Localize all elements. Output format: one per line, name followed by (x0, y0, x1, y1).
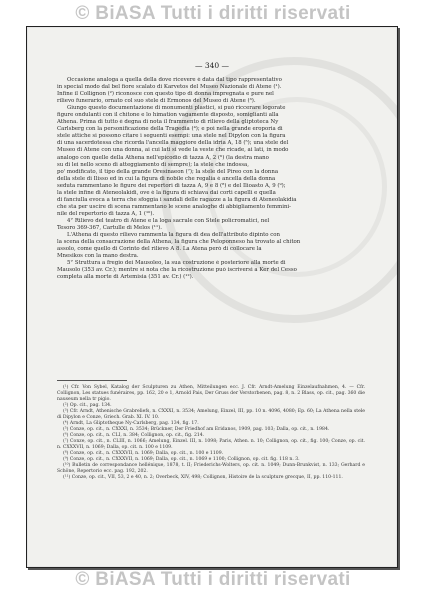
text-line: rilievo funerario, ornato col suo stele di Ermonos del Museo di Atene (³). (57, 98, 256, 105)
footnote-rule (57, 380, 127, 381)
paragraph (57, 218, 365, 232)
text-line: analogo con quelle della Athena nell'epicodio di tazza A, 2 (⁶) (la destra mano (57, 154, 269, 161)
footnote: (⁴) Arndt, La Gliptotheque Ny-Carlsberg, pag. 134, fig. 17. (63, 421, 199, 426)
text-line: di fanciulla evoca a terra che sfoggia i sandali delle ragazze a la figura di Ateneolakidia (57, 196, 297, 203)
text-line: Occasione analoga a quella della dove ricevere è data dal tipo rappresentativo (67, 77, 282, 83)
footnote: (⁵) Conze, op. cit., n. CXXXI, n. 3534; Brückner, Der Friedhof am Eridanos, 1909, pag. 103; Dalla, op. cit., n. 1984. (63, 427, 330, 432)
text-line: seduta rammentano le figure dei repertori di tazza A, 9 e 8 (⁸) e del Ilioasto A, 9 (⁹); (57, 182, 286, 189)
text-line: po' modificato, il tipo della grande Oresinaeon (⁷); la stele del Pireo con la donna (57, 168, 279, 175)
footnote: (⁸) Conze, op. cit., n. CXXXVII, n. 1069; Dalla, op. cit., n. 100 e 1109. (63, 451, 224, 456)
text-line: Mausolo (353 av. Cr.); mentre si nota che la ricostruzione può iscriversi a Ker del Cesso (57, 267, 297, 274)
watermark-bottom: © BiASA Tutti i diritti riservati (75, 569, 351, 590)
text-line: la stele infine di Ateneolakidi, ove è la figura di schiava dai corti capelli e quella (57, 189, 276, 196)
footnote: (⁹) Conze, op. cit., n. CXXXVII, n. 1069; Dalla, op. cit., n. 1069 e 1100; Collignon, op. cit. fig. 118 n. 3. (63, 457, 300, 462)
footnote: (³) Cfr. Arndt, Athenische Grabreliefs, n. CXXXI, n. 3534; Amelung, Einzel, III, pp. 10 n. 4096, 4080; Ep. 60; La Athena nella stele di Dipylon e Conze, Griech. Grab. XI. IV. 10. (57, 409, 365, 420)
footnote: (⁶) Conze, op. cit., n. CLI, n. 384; Collignon, op. cit., fig. 214. (63, 433, 205, 438)
text-line: L'Athena di questo rilievo rammenta la figura di dea dell'attributo dipinto con (67, 232, 280, 239)
text-line: Carlsberg con la personificazione della Tragedia (⁴); e poi nella grande eroporia di (57, 126, 283, 133)
text-line: in special modo dal bel fiore scalato di Karvetos del Museo Nazionale di Atene (¹). (57, 84, 282, 91)
text-line: assolo, come quello di Corinto del rilievo A 8. La Atena però di collocare la (57, 246, 262, 253)
footnote: (¹¹) Conze, op. cit., VII, 53, 2 e 40, n. 2; Overbeck, XIV, 498; Collignon, Histoire de la sculpture grecque, II, pp. 110-111. (63, 475, 343, 480)
text-line: della stele di Ilisso ed in cui la figura di nobile che regalia è ancella della donna (57, 175, 276, 182)
text-line: stele attiche si possono citare i seguenti esempi: una stele nel Dipylon con la figura (57, 133, 286, 140)
book-page (26, 26, 398, 568)
body-text (57, 77, 365, 281)
text-line: su di lei nello sceno di atteggiamento di sempre); la stele che indossa, (57, 161, 249, 168)
text-line: Mnesikos con la mano destra. (57, 253, 139, 260)
footnotes (57, 385, 365, 481)
text-line: Athena. Prima di tutto è degna di nota il frammento di rilievo della gliptoteca Ny (57, 119, 279, 126)
page-number: — 340 — (194, 61, 230, 70)
watermark-top: © BiASA Tutti i diritti riservati (75, 3, 351, 24)
footnote: (²) Op. cit., pag. 134. (63, 403, 112, 408)
paragraph (57, 77, 365, 105)
paragraph (57, 105, 365, 218)
text-line: di una sacerdotessa che ricorda l'ancella maggiore della idria A, 18 (⁵); una stele del (57, 140, 289, 147)
text-line: Infine il Collignon (²) riconosce con questo tipo di donna impregnata e pure nel (57, 91, 274, 98)
footnote: (⁷) Conze, op. cit., n. CLIII, n. 1066; Amelung, Einzel. III, n. 1098; Paris, Athen. n. 10; Collignon, op. cit., fig. 100; Conze, op. cit. n. CXXXVII, n. 1069; Dalla, op. cit. n. 100 e 1109. (57, 439, 365, 450)
text-line: nile del repertorio di tazza A, 1 (¹⁰). (57, 210, 155, 217)
text-line: Tesoro 369-367, Cartulle di Melos (¹¹). (57, 224, 162, 231)
text-line: la scena della consacrazione della Athena, la figura che Peloponneso ha trovato al chiton (57, 239, 301, 246)
paragraph (57, 260, 365, 281)
text-line: Museo di Atene con una donna, ai cui lati si vede la veste che ricade, ai lati, in modo (57, 147, 289, 154)
footnote: (¹⁰) Bulletin de correspondance hellénique, 1878, t. II; Friederichs-Wolters, op. cit. n. 1049; Dunn-Brunkvist, n. 133; Gerhard e Schöne, Repertorio ecc. pag. 192, 202. (57, 463, 365, 474)
text-line: 5° Struttura a fregio dei Mausoleo, la sua costruzione è posteriore alla morte di (67, 260, 286, 267)
text-line: Giungo questo documentazione di monumenti plastici, si può riccerare logorate (67, 105, 286, 112)
text-line: 4° Rilievo del teatro di Atene e la loga sacrale con Stele policromatici, nel (67, 217, 270, 224)
text-line: figure ondulanti con il chitone e lo himation vagamente disposto, somiglianti alla (57, 112, 279, 119)
paragraph (57, 232, 365, 260)
footnote: (¹) Cfr. Von Sybel, Katalog der Sculpturen zu Athen, Mitteilungen ecc. J. Cfr. Arndt-Amelung Einzelaufnahmen, 4. — Cfr. Collignon, Les statues funéraires, pp. 162, 20 e 1, Arnold Pais, Der Gruss der Verstorbenen, pag. 8, n. 2 Blass, op. cit., pag. 360 die nauseum nella tr pigio. (57, 385, 365, 402)
text-line: completa alla morte di Artemisia (351 av. Cr.) (¹²). (57, 274, 194, 281)
text-line: che sta per uscire di scena rammentano le scene analoghe di abbigliamento femmini- (57, 203, 291, 210)
